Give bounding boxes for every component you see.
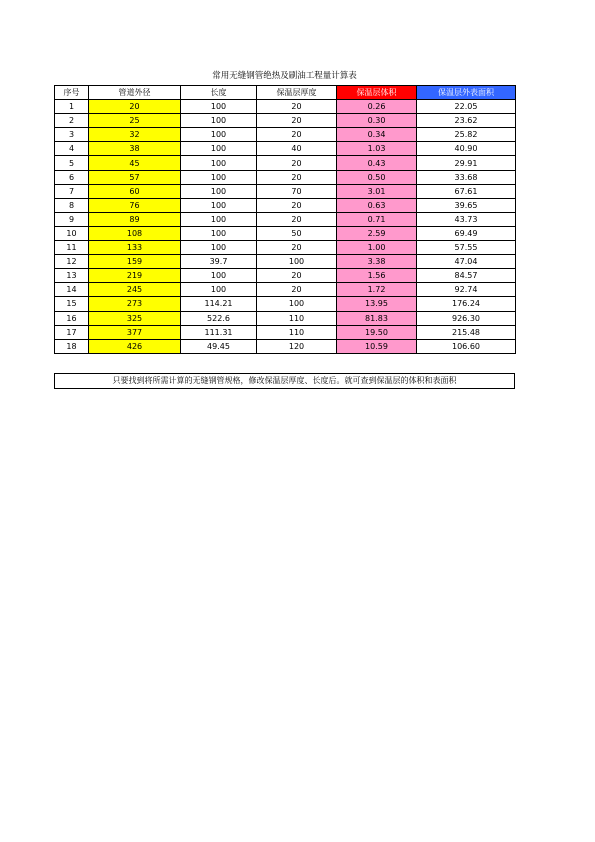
cell-thickness[interactable]: 120 [257,339,337,353]
cell-outer-diameter[interactable]: 159 [89,255,181,269]
cell-volume[interactable]: 0.50 [337,170,417,184]
cell-index[interactable]: 5 [55,156,89,170]
cell-thickness[interactable]: 20 [257,283,337,297]
cell-index[interactable]: 15 [55,297,89,311]
table-row [55,226,516,240]
cell-volume[interactable]: 0.63 [337,198,417,212]
table-row [55,114,516,128]
cell-volume[interactable]: 0.34 [337,128,417,142]
cell-length[interactable]: 100 [181,128,257,142]
table-row [55,100,516,114]
cell-outer-diameter[interactable]: 426 [89,339,181,353]
table-row [55,297,516,311]
cell-index[interactable]: 9 [55,212,89,226]
cell-length[interactable]: 114.21 [181,297,257,311]
cell-outer-diameter[interactable]: 219 [89,269,181,283]
cell-outer-diameter[interactable]: 133 [89,241,181,255]
cell-area[interactable]: 176.24 [417,297,516,311]
cell-thickness[interactable]: 100 [257,255,337,269]
cell-volume[interactable]: 3.01 [337,184,417,198]
cell-index[interactable]: 10 [55,226,89,240]
cell-index[interactable]: 1 [55,100,89,114]
header-index[interactable]: 序号 [55,86,89,100]
header-row [55,86,516,100]
header-insulation-volume[interactable]: 保温层体积 [337,86,417,100]
cell-volume[interactable]: 3.38 [337,255,417,269]
cell-index[interactable]: 13 [55,269,89,283]
cell-area[interactable]: 40.90 [417,142,516,156]
cell-area[interactable]: 29.91 [417,156,516,170]
cell-thickness[interactable]: 110 [257,325,337,339]
header-outer-diameter[interactable]: 管道外径 [89,86,181,100]
cell-thickness[interactable]: 20 [257,100,337,114]
table-row [55,269,516,283]
header-insulation-thickness[interactable]: 保温层厚度 [257,86,337,100]
table-row [55,255,516,269]
table-row [55,128,516,142]
cell-volume[interactable]: 1.03 [337,142,417,156]
cell-area[interactable]: 25.82 [417,128,516,142]
cell-volume[interactable]: 0.71 [337,212,417,226]
cell-thickness[interactable]: 110 [257,311,337,325]
cell-volume[interactable]: 0.43 [337,156,417,170]
cell-outer-diameter[interactable]: 25 [89,114,181,128]
cell-length[interactable]: 100 [181,269,257,283]
cell-index[interactable]: 2 [55,114,89,128]
cell-length[interactable]: 100 [181,170,257,184]
cell-outer-diameter[interactable]: 38 [89,142,181,156]
cell-length[interactable]: 100 [181,100,257,114]
cell-thickness[interactable]: 40 [257,142,337,156]
cell-thickness[interactable]: 20 [257,170,337,184]
cell-index[interactable]: 18 [55,339,89,353]
cell-area[interactable]: 39.65 [417,198,516,212]
table-row [55,311,516,325]
table-row [55,212,516,226]
cell-area[interactable]: 57.55 [417,241,516,255]
cell-length[interactable]: 100 [181,142,257,156]
cell-outer-diameter[interactable]: 60 [89,184,181,198]
cell-index[interactable]: 8 [55,198,89,212]
cell-volume[interactable]: 10.59 [337,339,417,353]
instruction-note: 只要找到将所需计算的无缝钢管规格，修改保温层厚度、长度后。就可查到保温层的体积和表面积 [54,373,515,389]
cell-outer-diameter[interactable]: 45 [89,156,181,170]
cell-index[interactable]: 17 [55,325,89,339]
cell-area[interactable]: 926.30 [417,311,516,325]
cell-index[interactable]: 6 [55,170,89,184]
cell-index[interactable]: 7 [55,184,89,198]
cell-area[interactable]: 33.68 [417,170,516,184]
sheet-title: 常用无缝钢管绝热及刷油工程量计算表 [212,71,357,81]
cell-volume[interactable]: 2.59 [337,226,417,240]
table-row [55,339,516,353]
cell-length[interactable]: 49.45 [181,339,257,353]
cell-outer-diameter[interactable]: 89 [89,212,181,226]
table-row [55,198,516,212]
cell-volume[interactable]: 1.72 [337,283,417,297]
cell-thickness[interactable]: 100 [257,297,337,311]
cell-thickness[interactable]: 20 [257,114,337,128]
cell-index[interactable]: 11 [55,241,89,255]
header-length[interactable]: 长度 [181,86,257,100]
table-row [55,156,516,170]
cell-volume[interactable]: 0.30 [337,114,417,128]
table-row [55,325,516,339]
cell-index[interactable]: 4 [55,142,89,156]
cell-index[interactable]: 3 [55,128,89,142]
table-row [55,170,516,184]
cell-index[interactable]: 16 [55,311,89,325]
cell-index[interactable]: 14 [55,283,89,297]
cell-length[interactable]: 39.7 [181,255,257,269]
cell-area[interactable]: 43.73 [417,212,516,226]
table-row [55,241,516,255]
cell-length[interactable]: 100 [181,114,257,128]
cell-thickness[interactable]: 70 [257,184,337,198]
cell-area[interactable]: 92.74 [417,283,516,297]
cell-outer-diameter[interactable]: 20 [89,100,181,114]
cell-outer-diameter[interactable]: 377 [89,325,181,339]
cell-volume[interactable]: 81.83 [337,311,417,325]
insulation-calc-table [54,85,516,354]
cell-outer-diameter[interactable]: 32 [89,128,181,142]
cell-volume[interactable]: 13.95 [337,297,417,311]
cell-length[interactable]: 100 [181,184,257,198]
cell-outer-diameter[interactable]: 245 [89,283,181,297]
cell-thickness[interactable]: 20 [257,156,337,170]
cell-length[interactable]: 100 [181,283,257,297]
cell-area[interactable]: 215.48 [417,325,516,339]
cell-outer-diameter[interactable]: 273 [89,297,181,311]
cell-area[interactable]: 22.05 [417,100,516,114]
cell-length[interactable]: 100 [181,156,257,170]
cell-length[interactable]: 100 [181,198,257,212]
table-row [55,142,516,156]
header-outer-surface-area[interactable]: 保温层外表面积 [417,86,516,100]
cell-length[interactable]: 100 [181,212,257,226]
cell-area[interactable]: 84.57 [417,269,516,283]
cell-area[interactable]: 47.04 [417,255,516,269]
cell-thickness[interactable]: 20 [257,128,337,142]
cell-area[interactable]: 106.60 [417,339,516,353]
cell-area[interactable]: 23.62 [417,114,516,128]
cell-length[interactable]: 100 [181,241,257,255]
cell-length[interactable]: 100 [181,226,257,240]
cell-volume[interactable]: 1.00 [337,241,417,255]
cell-outer-diameter[interactable]: 108 [89,226,181,240]
cell-volume[interactable]: 1.56 [337,269,417,283]
cell-area[interactable]: 69.49 [417,226,516,240]
cell-area[interactable]: 67.61 [417,184,516,198]
cell-thickness[interactable]: 20 [257,212,337,226]
cell-volume[interactable]: 19.50 [337,325,417,339]
cell-outer-diameter[interactable]: 325 [89,311,181,325]
cell-volume[interactable]: 0.26 [337,100,417,114]
cell-thickness[interactable]: 20 [257,198,337,212]
cell-thickness[interactable]: 20 [257,269,337,283]
cell-thickness[interactable]: 20 [257,241,337,255]
cell-outer-diameter[interactable]: 57 [89,170,181,184]
cell-length[interactable]: 111.31 [181,325,257,339]
cell-length[interactable]: 522.6 [181,311,257,325]
cell-outer-diameter[interactable]: 76 [89,198,181,212]
cell-index[interactable]: 12 [55,255,89,269]
table-row [55,184,516,198]
table-row [55,283,516,297]
cell-thickness[interactable]: 50 [257,226,337,240]
